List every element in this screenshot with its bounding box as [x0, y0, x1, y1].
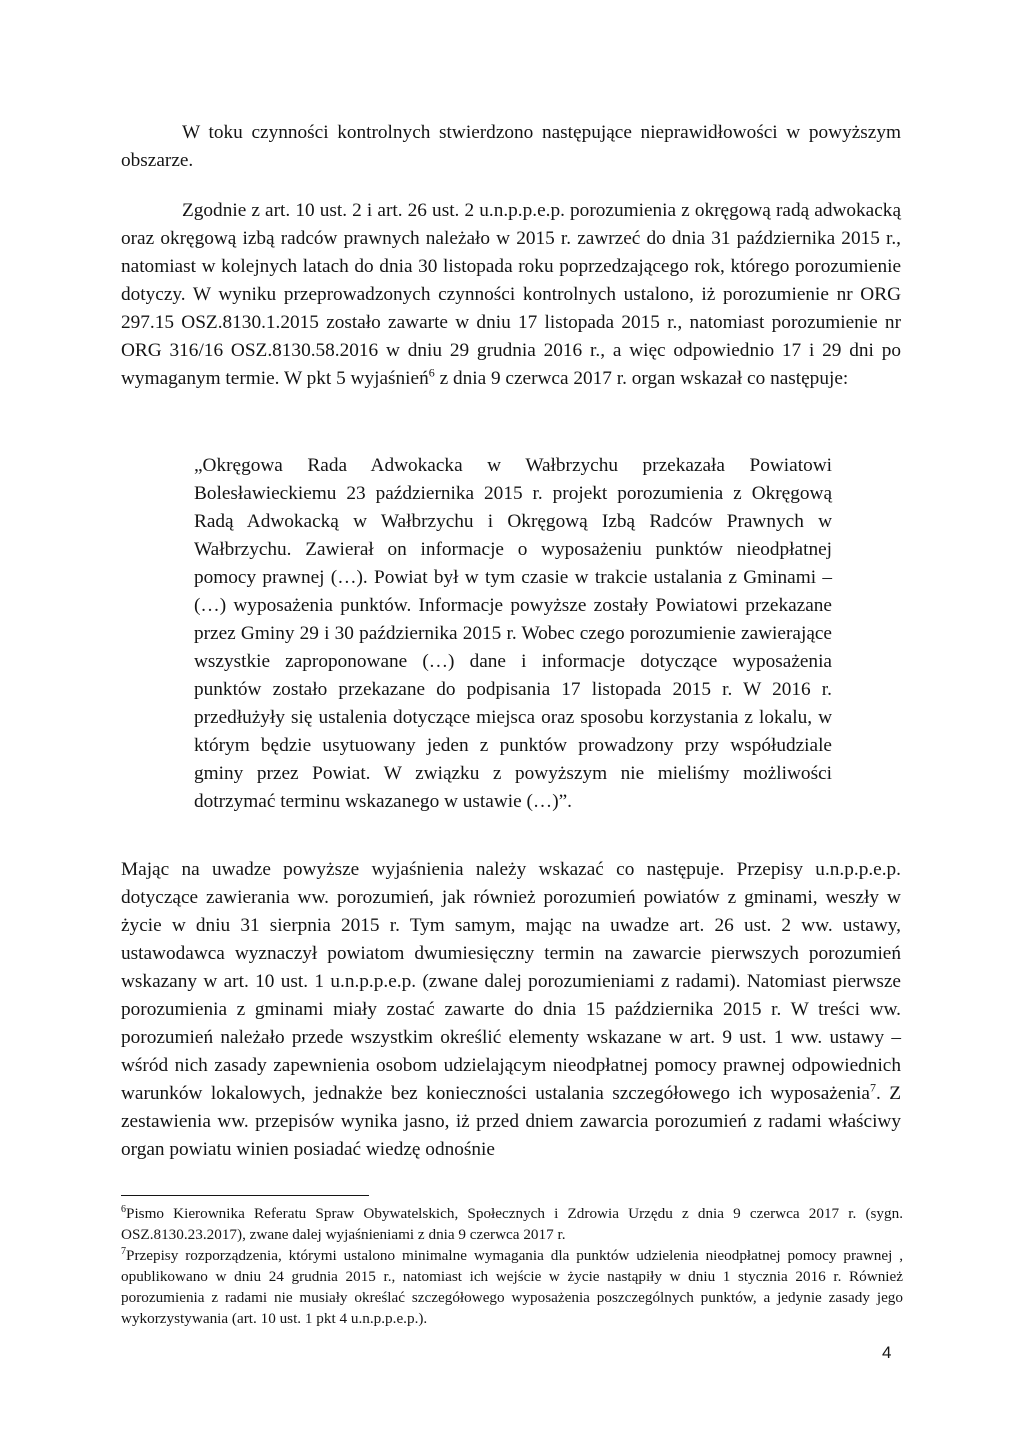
footnote-text: Przepisy rozporządzenia, którymi ustalono minimalne wymagania dla punktów udzielenia nieodpłatnej pomocy prawnej , opublikowano w dniu 24 grudnia 2015 r., natomiast ich wejście w życie nastąpiły w dniu 1 stycznia 2016 r. Również porozumienia z radami nie musiały określać szczegółowego wyposażenia poszczególnych punktów, a jedynie zasady jego wykorzystywania (art. 10 ust. 1 pkt 4 u.n.p.p.e.p.).: [121, 1247, 903, 1327]
footnote-number: 6: [121, 1203, 126, 1215]
footnote-ref-7[interactable]: 7: [869, 1080, 876, 1095]
paragraph-text: W toku czynności kontrolnych stwierdzono następujące nieprawidłowości w powyższym obszarze.: [121, 122, 901, 171]
footnote-separator: [121, 1195, 369, 1196]
footnote-text: Pismo Kierownika Referatu Spraw Obywatelskich, Społecznych i Zdrowia Urzędu z dnia 9 czerwca 2017 r. (sygn. OSZ.8130.23.2017), zwane dalej wyjaśnieniami z dnia 9 czerwca 2017 r.: [121, 1205, 903, 1243]
paragraph-analysis: [121, 856, 901, 1164]
paragraph-text-part: Mając na uwadze powyższe wyjaśnienia należy wskazać co następuje. Przepisy u.n.p.p.e.p. dotyczące zawierania ww. porozumień, jak również porozumień powiatów z gminami, weszły w życie w dniu 31 sierpnia 2015 r. Tym samym, mając na uwadze art. 26 ust. 2 ww. ustawy, ustawodawca wyznaczył powiatom dwumiesięczny termin na zawarcie pierwszych porozumień wskazany w art. 10 ust. 1 u.n.p.p.e.p. (zwane dalej porozumieniami z radami). Natomiast pierwsze porozumienia z gminami miały zostać zawarte do dnia 15 października 2015 r. W treści ww. porozumień należało przede wszystkim określić elementy wskazane w art. 9 ust. 1 ww. ustawy – wśród nich zasady zapewnienia osobom udzielającym nieodpłatnej pomocy prawnej odpowiednich warunków lokalowych, jednakże bez konieczności ustalania szczegółowego ich wyposażenia: [121, 859, 901, 1104]
quote-text: „Okręgowa Rada Adwokacka w Wałbrzychu przekazała Powiatowi Bolesławieckiemu 23 października 2015 r. projekt porozumienia z Okręgową Radą Adwokacką w Wałbrzychu i Okręgową Izbą Radców Prawnych w Wałbrzychu. Zawierał on informacje o wyposażeniu punktów nieodpłatnej pomocy prawnej (…). Powiat był w tym czasie w trakcie ustalania z Gminami – (…) wyposażenia punktów. Informacje powyższe zostały Powiatowi przekazane przez Gminy 29 i 30 października 2015 r. Wobec czego porozumienie zawierające wszystkie zaproponowane (…) dane i informacje dotyczące wyposażenia punktów zostało przekazane do podpisania 17 listopada 2015 r. W 2016 r. przedłużyły się ustalenia dotyczące miejsca oraz sposobu korzystania z lokalu, w którym będzie usytuowany jeden z punktów prowadzony przy współudziale gminy przez Powiat. W związku z powyższym nie mieliśmy możliwości dotrzymać terminu wskazanego w ustawie (…)”.: [194, 455, 832, 812]
block-quote: [194, 452, 832, 816]
paragraph-deadlines: [121, 197, 901, 393]
footnote-7: [121, 1245, 903, 1329]
footnote-ref-6[interactable]: 6: [428, 365, 435, 380]
paragraph-text: [121, 856, 901, 1164]
paragraph-text-part: z dnia 9 czerwca 2017 r. organ wskazał co następuje:: [439, 368, 849, 389]
footnotes: [121, 1203, 903, 1329]
paragraph-text-part: Zgodnie z art. 10 ust. 2 i art. 26 ust. 2 u.n.p.p.e.p. porozumienia z okręgową radą adwokacką oraz okręgową izbą radców prawnych należało w 2015 r. zawrzeć do dnia 31 października 2015 r., natomiast w kolejnych latach do dnia 30 listopada roku poprzedzającego rok, którego porozumienie dotyczy. W wyniku przeprowadzonych czynności kontrolnych ustalono, iż porozumienie nr ORG 297.15 OSZ.8130.1.2015 zostało zawarte w dniu 17 listopada 2015 r., natomiast porozumienie nr ORG 316/16 OSZ.8130.58.2016 w dniu 29 grudnia 2016 r., a więc odpowiednio 17 i 29 dni po wymaganym termie. W pkt 5 wyjaśnień: [121, 200, 901, 389]
paragraph-findings-intro: [121, 119, 901, 175]
page-number: 4: [882, 1343, 892, 1362]
paragraph-text-part: . Z zestawienia ww. przepisów wynika jasno, iż przed dniem zawarcia porozumień z radami właściwy organ powiatu winien posiadać wiedzę odnośnie: [121, 1083, 901, 1160]
footnote-6: [121, 1203, 903, 1245]
footnote-number: 7: [121, 1245, 126, 1257]
paragraph-text: [121, 197, 901, 393]
